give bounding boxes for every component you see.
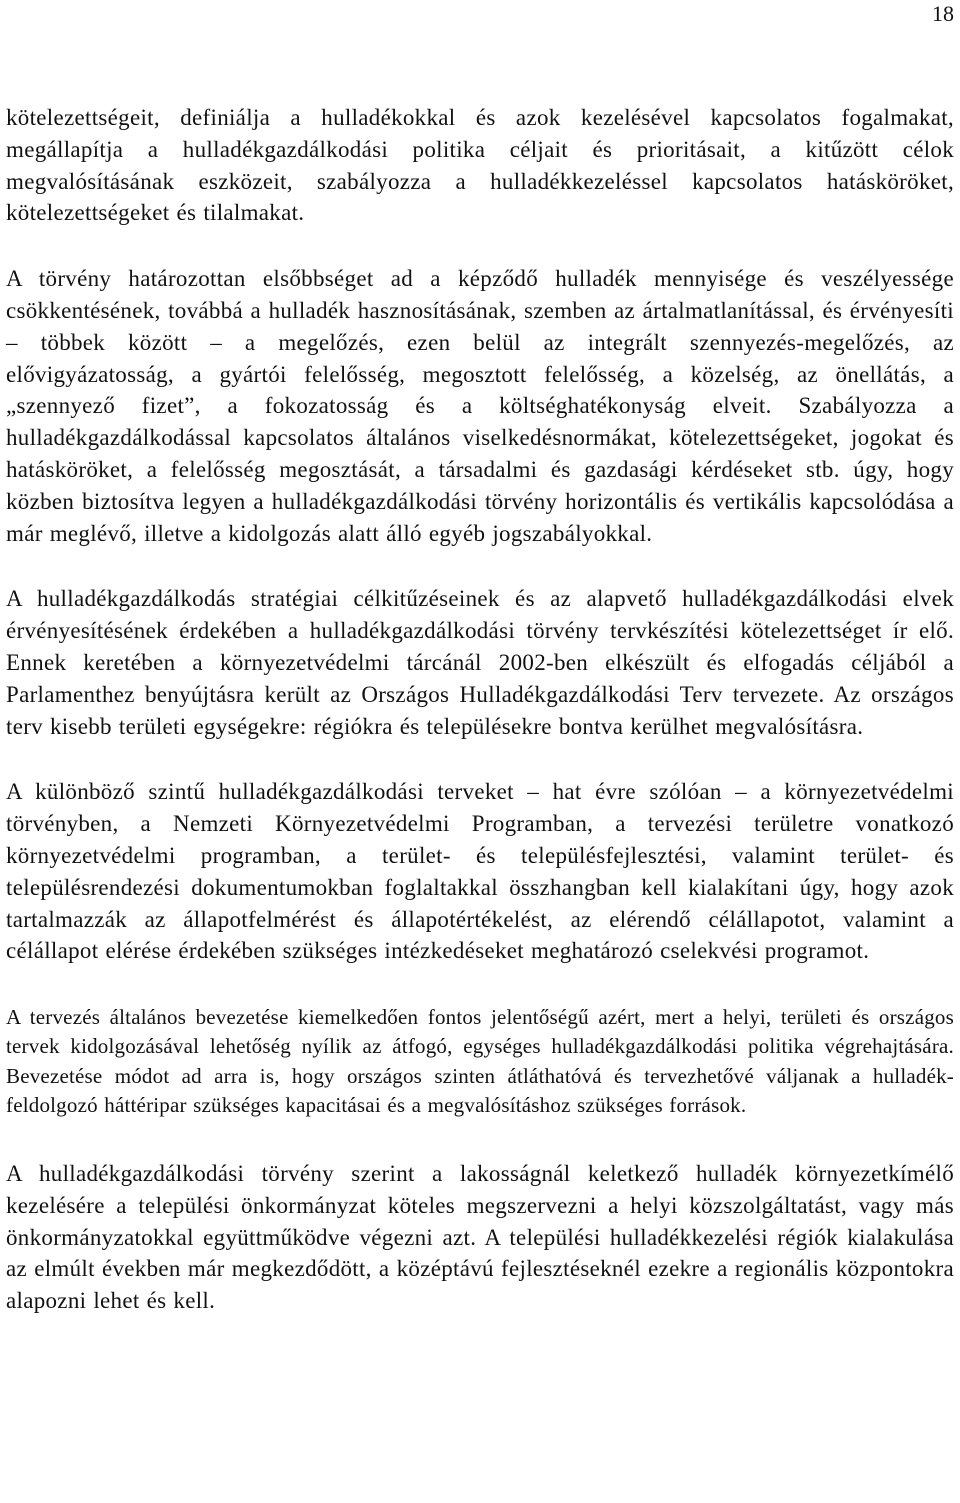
- paragraph-planning-importance: A tervezés általános bevezetése kiemelkedően fontos jelentőségű azért, mert a helyi, területi és országos tervek kidolgozásával lehetőség nyílik az átfogó, egységes hulladékgazdálkodási politika végrehajtására. Bevezetése módot ad arra is, hogy országos szinten átláthatóvá és tervezhetővé váljanak a hulladék-feldolgozó háttéripar szükséges kapacitásai és a megvalósításhoz szükséges források.: [6, 1005, 954, 1117]
- paragraph-law-principles: A törvény határozottan elsőbbséget ad a képződő hulladék mennyisége és veszélyessége csökkentésének, továbbá a hulladék hasznosításának, szemben az ártalmatlanítással, és érvényesíti – többek között – a megelőzés, ezen belül az integrált szennyezés-megelőzés, az elővigyázatosság, a gyártói felelősség, megosztott felelősség, a közelség, az önellátás, a „szennyező fizet”, a fokozatosság és a költséghatékonyság elveit. Szabályozza a hulladékgazdálkodással kapcsolatos általános viselkedésnormákat, kötelezettségeket, jogokat és hatásköröket, a felelősség megosztását, a társadalmi és gazdasági kérdéseket stb. úgy, hogy közben biztosítva legyen a hulladékgazdálkodási törvény horizontális és vertikális kapcsolódása a már meglévő, illetve a kidolgozás alatt álló egyéb jogszabályokkal.: [6, 266, 954, 546]
- document-body: [6, 102, 954, 1317]
- paragraph-municipal-service: A hulladékgazdálkodási törvény szerint a lakosságnál keletkező hulladék környezetkímélő kezelésére a települési önkormányzat köteles megszervezni a helyi közszolgáltatást, vagy más önkormányzatokkal együttműködve végezni azt. A települési hulladékkezelési régiók kialakulása az elmúlt években már megkezdődött, a középtávú fejlesztéseknél ezekre a regionális központokra alapozni lehet és kell.: [6, 1160, 954, 1314]
- paragraph-plan-levels: A különböző szintű hulladékgazdálkodási terveket – hat évre szólóan – a környezetvédelmi törvényben, a Nemzeti Környezetvédelmi Programban, a tervezési területre vonatkozó környezetvédelmi programban, a terület- és településfejlesztési, valamint terület- és településrendezési dokumentumokban foglaltakkal összhangban kell kialakítani úgy, hogy azok tartalmazzák az állapotfelmérést és állapotértékelést, az elérendő célállapotot, valamint a célállapot elérése érdekében szükséges intézkedéseket meghatározó cselekvési programot.: [6, 779, 954, 964]
- paragraph-waste-law-scope: kötelezettségeit, definiálja a hulladékokkal és azok kezelésével kapcsolatos fogalmakat, megállapítja a hulladékgazdálkodási politika céljait és prioritásait, a kitűzött célok megvalósításának eszközeit, szabályozza a hulladékkezeléssel kapcsolatos hatásköröket, kötelezettségeket és tilalmakat.: [6, 105, 954, 226]
- page-number: 18: [932, 1, 954, 26]
- paragraph-national-waste-plan: A hulladékgazdálkodás stratégiai célkitűzéseinek és az alapvető hulladékgazdálkodási elvek érvényesítésének érdekében a hulladékgazdálkodási törvény tervkészítési kötelezettséget ír elő. Ennek keretében a környezetvédelmi tárcánál 2002-ben elkészült és elfogadás céljából a Parlamenthez benyújtásra került az Országos Hulladékgazdálkodási Terv tervezete. Az országos terv kisebb területi egységekre: régiókra és településekre bontva kerülhet megvalósításra.: [6, 586, 954, 739]
